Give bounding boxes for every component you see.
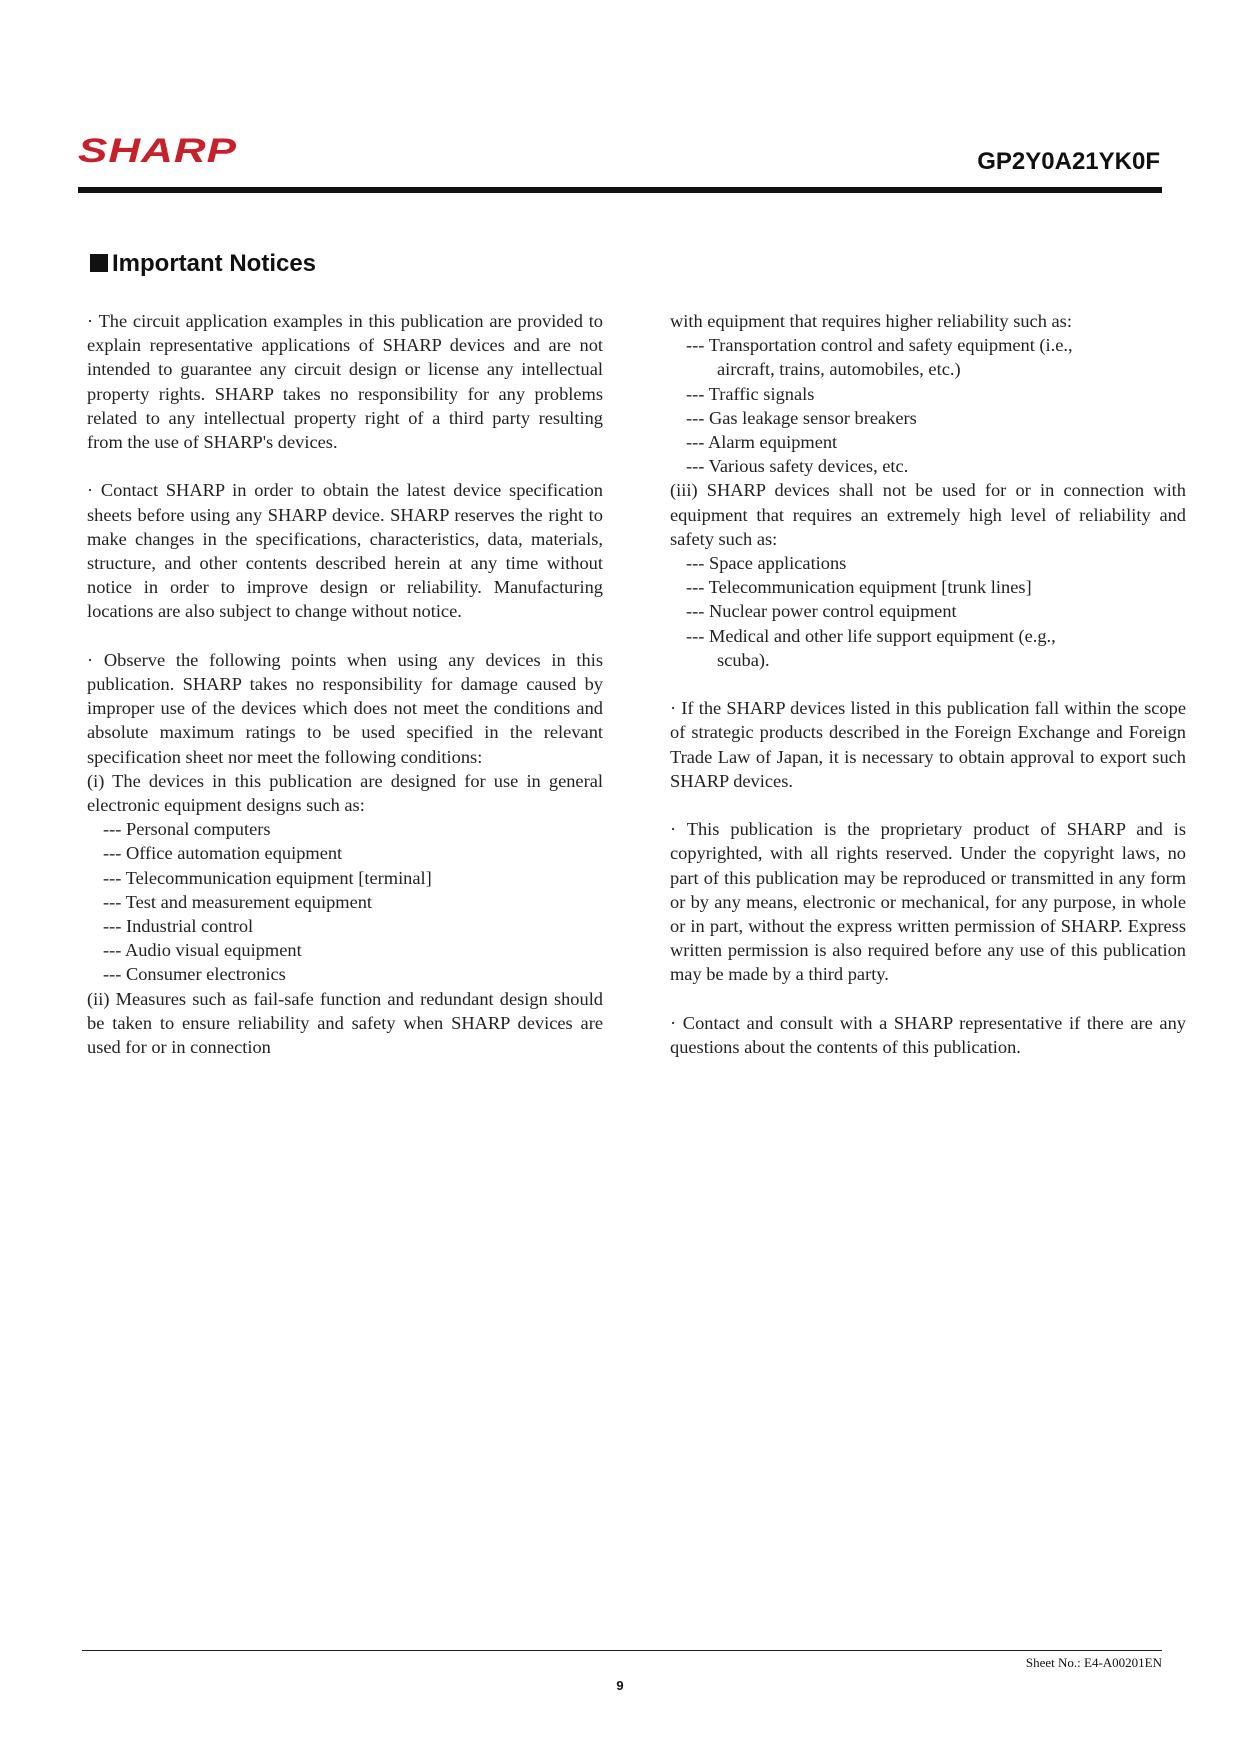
notice-paragraph: · Contact and consult with a SHARP representative if there are any questions about the contents of this publication. — [670, 1012, 1186, 1058]
list-item: --- Consumer electronics — [103, 964, 286, 985]
right-column — [670, 309, 1186, 1059]
list-item: --- Transportation control and safety equipment (i.e., — [686, 335, 1073, 356]
list-item: --- Alarm equipment — [686, 432, 838, 453]
list-item: --- Traffic signals — [686, 383, 815, 404]
left-column — [87, 309, 603, 1059]
sheet-number: Sheet No.: E4-A00201EN — [1025, 1655, 1162, 1670]
list-item: --- Office automation equipment — [103, 843, 343, 864]
condition-ii: (ii) Measures such as fail-safe function and redundant design should be taken to ensure reliability and safety when SHARP devices are used for or in connection — [87, 988, 603, 1058]
list-item: --- Industrial control — [103, 916, 254, 937]
footer-divider — [82, 1650, 1162, 1651]
section-title — [90, 250, 316, 278]
header-divider — [78, 187, 1162, 193]
condition-iii: (iii) SHARP devices shall not be used for or in connection with equipment that requires an extremely high level of reliability and safety such as: — [670, 480, 1186, 549]
notice-paragraph: · The circuit application examples in this publication are provided to explain representative applications of SHARP devices and are not intended to guarantee any circuit design or license any intellectual property rights. SHARP takes no responsibility for any problems related to any intellectual property right of a third party resulting from the use of SHARP's devices. — [87, 311, 603, 453]
list-item: --- Test and measurement equipment — [103, 891, 373, 912]
list-item: --- Space applications — [686, 553, 847, 574]
list-item: --- Medical and other life support equipment (e.g., — [686, 625, 1056, 646]
notice-paragraph: · Observe the following points when using any devices in this publication. SHARP takes no responsibility for damage caused by improper use of the devices which does not meet the conditions and absolute maximum ratings to be used specified in the relevant specification sheet nor meet the following conditions: — [87, 649, 603, 767]
notice-paragraph: · This publication is the proprietary product of SHARP and is copyrighted, with all rights reserved. Under the copyright laws, no part of this publication may be reproduced or transmitted in any form or by any means, electronic or mechanical, for any purpose, in whole or in part, without the express written permission of SHARP. Express written permission is also required before any use of this publication may be made by a third party. — [670, 819, 1186, 985]
sharp-logo: SHARP — [78, 131, 238, 170]
notice-paragraph: · Contact SHARP in order to obtain the latest device specification sheets before using any SHARP device. SHARP reserves the right to make changes in the specifications, characteristics, data, materials, structure, and other contents described herein at any time without notice in order to improve design or reliability. Manufacturing locations are also subject to change without notice. — [87, 480, 603, 622]
list-item: --- Telecommunication equipment [terminal] — [103, 867, 432, 888]
list-item-continued: scuba). — [717, 649, 770, 670]
page-number: 9 — [616, 1678, 624, 1693]
condition-ii-continued: with equipment that requires higher reliability such as: — [670, 311, 1072, 331]
list-item: --- Personal computers — [103, 819, 271, 840]
square-bullet-icon — [90, 254, 108, 272]
list-item: --- Nuclear power control equipment — [686, 601, 957, 622]
section-title-text: Important Notices — [112, 250, 317, 277]
list-item: --- Telecommunication equipment [trunk lines] — [686, 577, 1032, 598]
list-item: --- Various safety devices, etc. — [686, 456, 909, 477]
model-number: GP2Y0A21YK0F — [977, 148, 1160, 175]
list-item: --- Audio visual equipment — [103, 940, 302, 961]
list-item: --- Gas leakage sensor breakers — [686, 407, 917, 428]
condition-i: (i) The devices in this publication are designed for use in general electronic equipment designs such as: — [87, 770, 603, 816]
notice-paragraph: · If the SHARP devices listed in this publication fall within the scope of strategic products described in the Foreign Exchange and Foreign Trade Law of Japan, it is necessary to obtain approval to export such SHARP devices. — [670, 698, 1186, 791]
list-item-continued: aircraft, trains, automobiles, etc.) — [717, 359, 961, 380]
